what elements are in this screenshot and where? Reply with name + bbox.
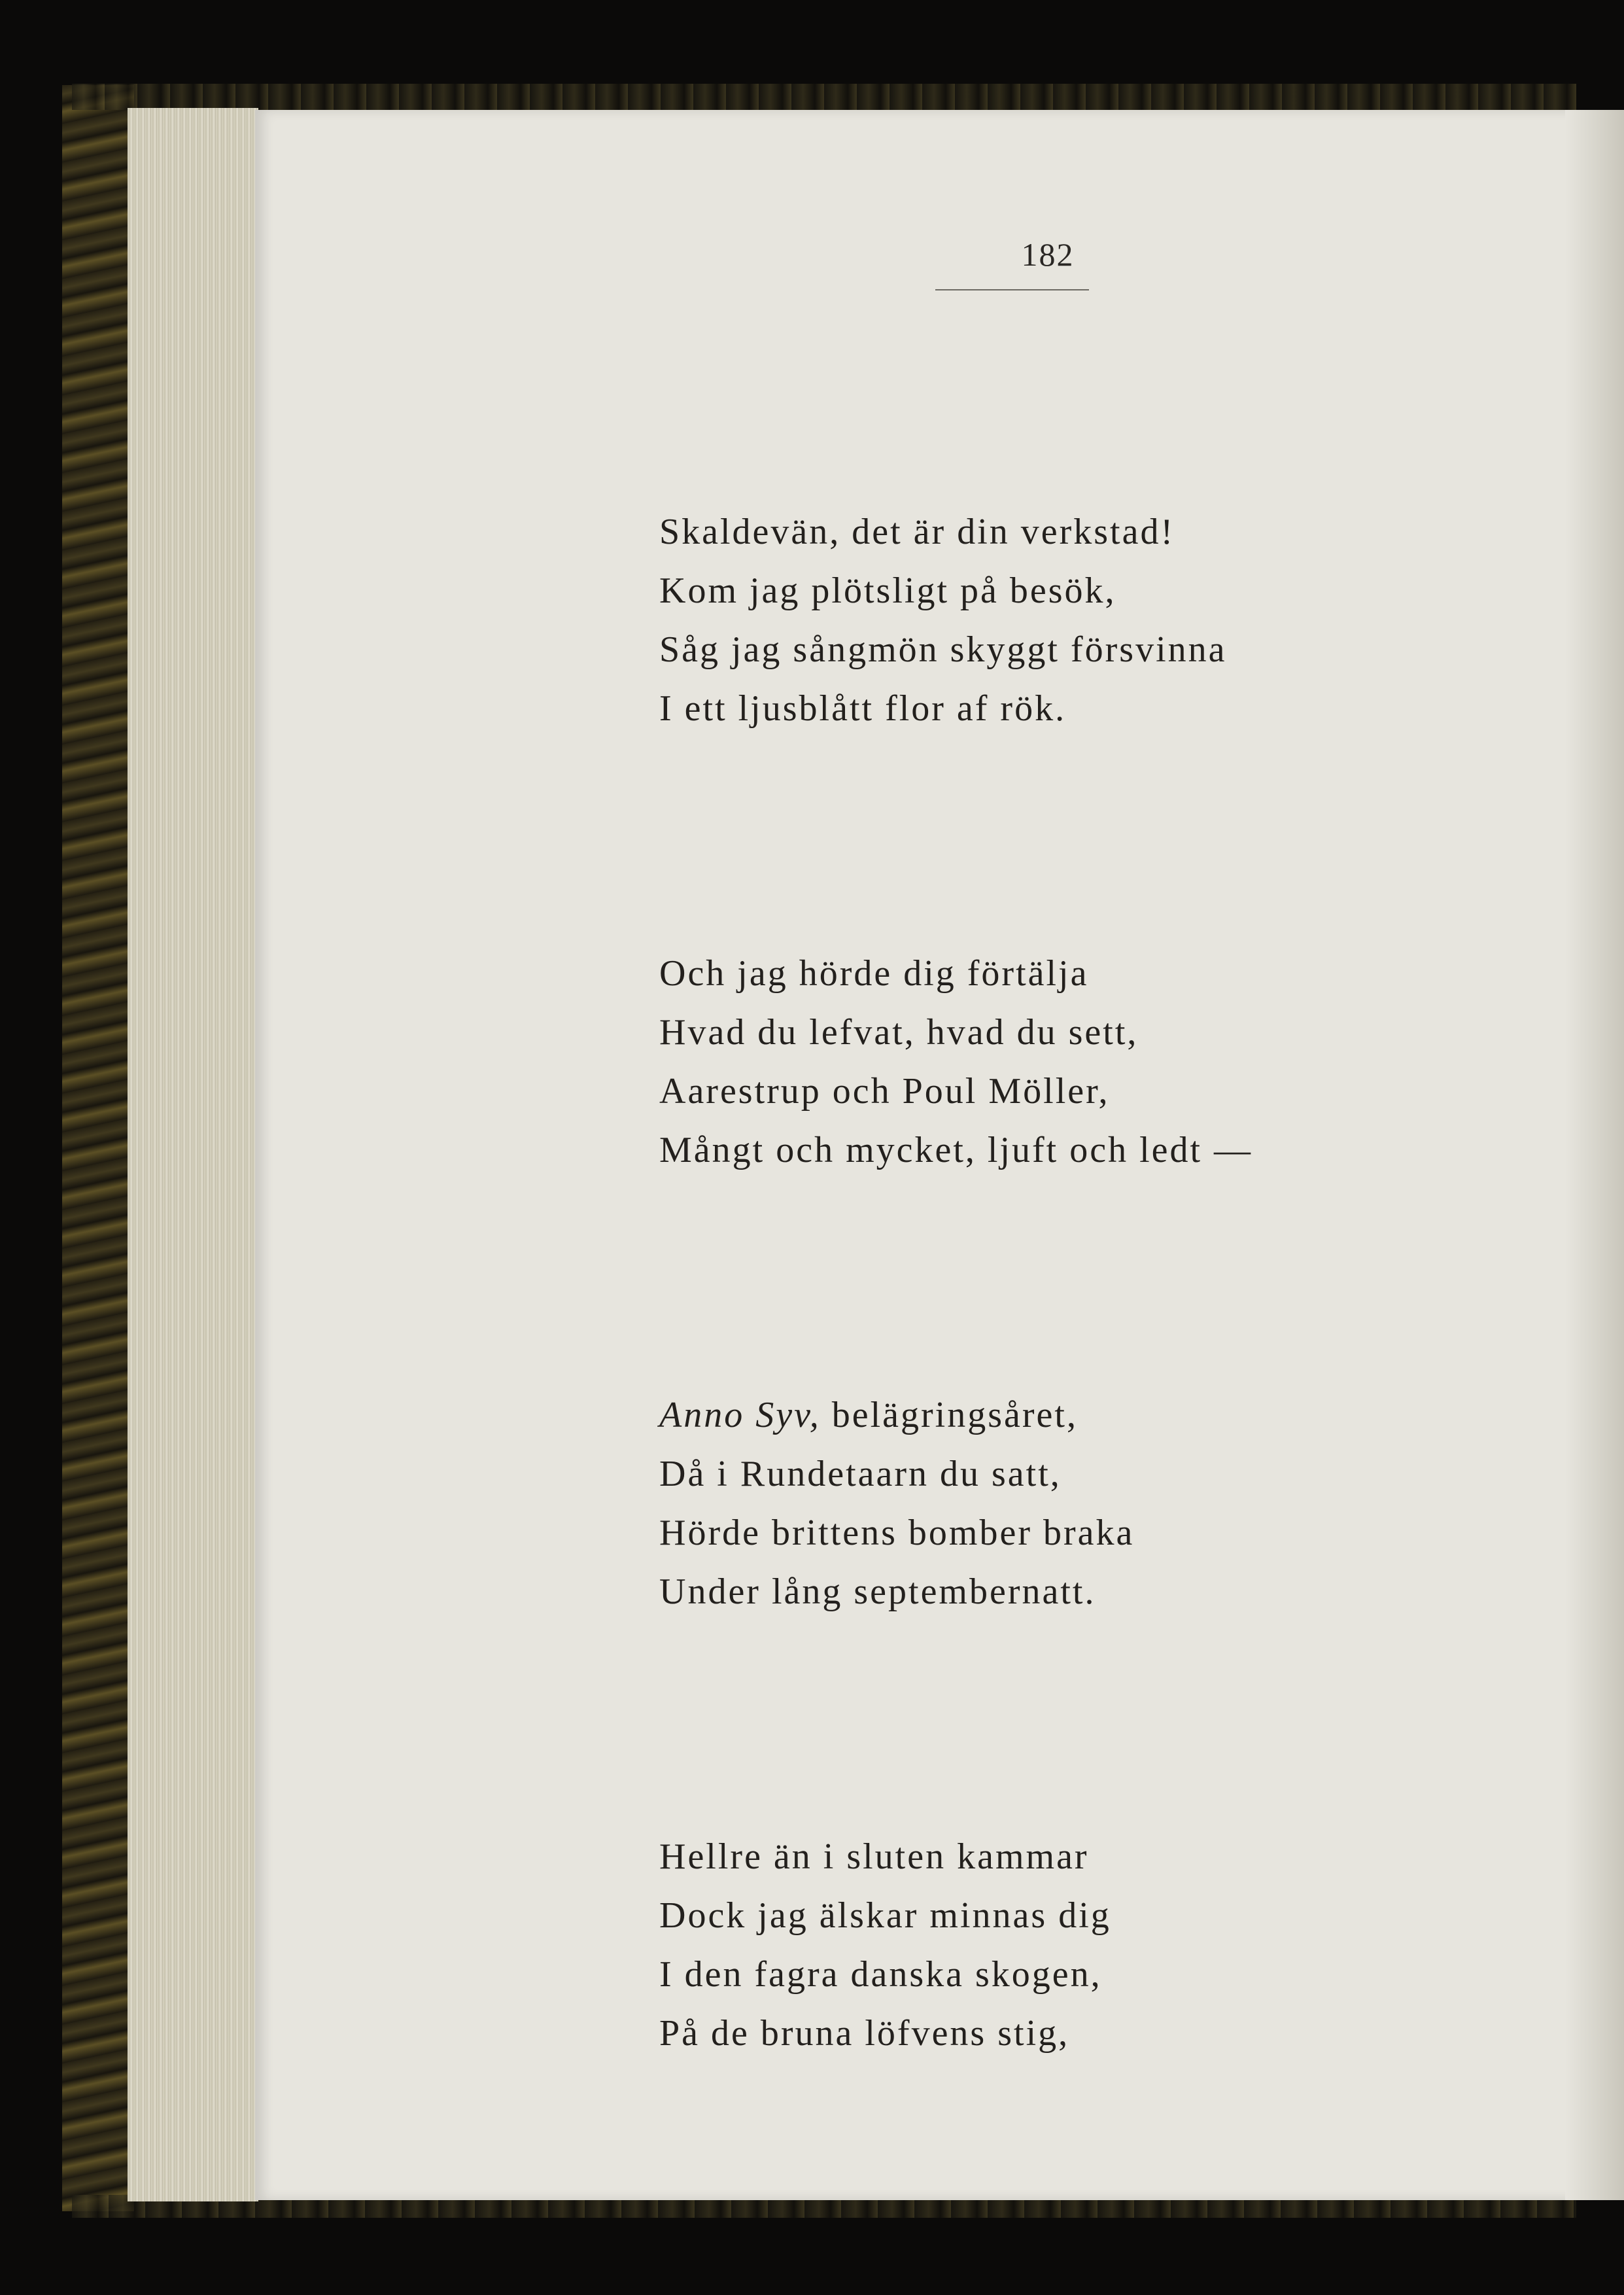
verse-line-text: Mångt och mycket, ljuft och ledt xyxy=(659,1130,1203,1170)
verse-line: Aarestrup och Poul Möller, xyxy=(659,1071,1110,1112)
page-gutter xyxy=(1565,110,1624,2200)
stanza-4 xyxy=(659,1827,1111,2063)
verse-line: I ett ljusblått flor af rök. xyxy=(659,688,1067,729)
verse-line: Dock jag älskar minnas dig xyxy=(659,1895,1111,1936)
book-cover-top-edge xyxy=(72,84,1576,110)
verse-line: Såg jag sångmön skyggt försvinna xyxy=(659,629,1227,670)
book-page xyxy=(255,110,1624,2200)
verse-line: Hellre än i sluten kammar xyxy=(659,1836,1089,1877)
verse-line: I den fagra danska skogen, xyxy=(659,1954,1102,1995)
stanza-3 xyxy=(659,1386,1134,1621)
verse-line: Och jag hörde dig förtälja xyxy=(659,953,1089,994)
verse-line-with-dash xyxy=(659,1121,1253,1180)
verse-line-text: belägringsåret, xyxy=(831,1395,1078,1435)
page-number-rule xyxy=(935,289,1089,290)
verse-line: Under lång septembernatt. xyxy=(659,1571,1096,1612)
page-edges-stack xyxy=(128,108,258,2201)
stanza-1 xyxy=(659,502,1226,738)
verse-line-with-italic xyxy=(659,1386,1134,1445)
verse-line: Kom jag plötsligt på besök, xyxy=(659,570,1116,611)
verse-line: På de bruna löfvens stig, xyxy=(659,2013,1070,2054)
verse-line: Skaldevän, det är din verkstad! xyxy=(659,512,1175,552)
em-dash: — xyxy=(1214,1130,1253,1170)
page-number: 182 xyxy=(1021,236,1075,273)
book-cover-marbled-edge xyxy=(62,85,134,2211)
verse-line: Då i Rundetaarn du satt, xyxy=(659,1454,1062,1494)
stanza-2 xyxy=(659,944,1253,1180)
italic-prefix: Anno Syv, xyxy=(659,1395,821,1435)
verse-line: Hörde brittens bomber braka xyxy=(659,1513,1135,1553)
verse-line: Hvad du lefvat, hvad du sett, xyxy=(659,1012,1139,1053)
